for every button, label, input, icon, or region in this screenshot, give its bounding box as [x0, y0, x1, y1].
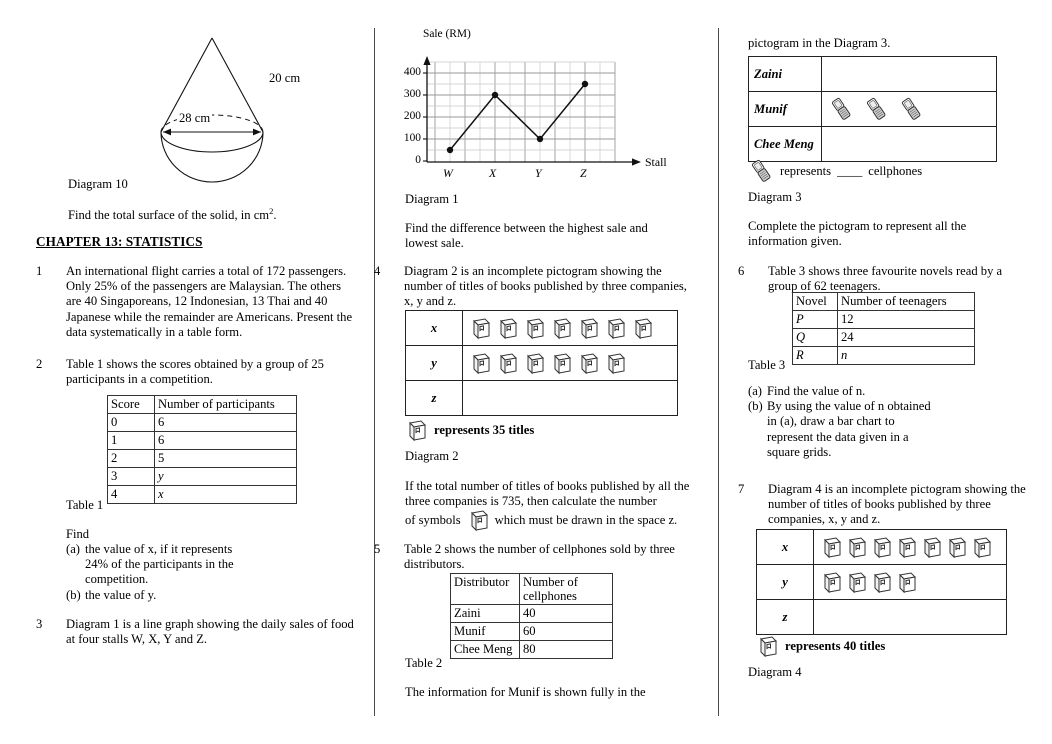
- pictogram-row-label-x: x: [757, 530, 814, 565]
- pictogram-row-icons-z: [814, 600, 1007, 635]
- table-1-cell-count: 6: [155, 432, 297, 450]
- table-1-cell-score: 1: [108, 432, 155, 450]
- table-row: [108, 414, 297, 432]
- pictogram-row-label-y: y: [757, 565, 814, 600]
- question-4-followup-part-1: If the total number of titles of books published by all the three companies is 735, then calculate the number: [405, 479, 690, 509]
- book-icon: [405, 419, 427, 442]
- icon-row: [469, 352, 677, 375]
- question-2-number: 2: [36, 357, 43, 371]
- table-3: [792, 292, 975, 365]
- question-1: [36, 264, 356, 340]
- question-4-text: Diagram 2 is an incomplete pictogram showing the number of titles of books published by three companies, x, y and z.: [404, 264, 687, 309]
- book-icon: [920, 536, 942, 559]
- pictogram-row: [749, 57, 997, 92]
- prompt-superscript: 2: [269, 206, 274, 216]
- table-row: [451, 605, 613, 623]
- pictogram-row: [749, 92, 997, 127]
- part-b-line-3-row: [748, 430, 998, 445]
- question-3-text: Diagram 1 is a line graph showing the daily sales of food at four stalls W, X, Y and Z.: [66, 617, 354, 647]
- chart-y-tick-0: 0: [415, 154, 421, 166]
- table-1-cell-count: x: [155, 486, 297, 504]
- pictogram-row: [749, 127, 997, 162]
- table-1-header-score: Score: [108, 396, 155, 414]
- diagram-4-pictogram: [756, 529, 1007, 635]
- pictogram-row-icons-chee-meng: [822, 127, 997, 162]
- question-4-number: 4: [374, 264, 381, 278]
- pictogram-row: [757, 565, 1007, 600]
- icon-row: [828, 96, 996, 122]
- table-1: [107, 395, 297, 504]
- part-b-line-4-row: [748, 445, 998, 460]
- chapter-heading: CHAPTER 13: STATISTICS: [36, 234, 203, 249]
- chart-x-tick-Y: Y: [535, 166, 542, 180]
- pictogram-row-icons-y: [463, 346, 678, 381]
- table-2-cell-count: 40: [520, 605, 613, 623]
- diagram-3-legend-suffix: cellphones: [868, 163, 923, 178]
- chart-y-axis-arrow: [423, 56, 430, 65]
- book-icon: [870, 571, 892, 594]
- question-6: [738, 264, 1028, 294]
- table-3-cell-count: 12: [838, 311, 975, 329]
- solid-figure-svg: [130, 30, 350, 185]
- pictogram-row-label-y: y: [406, 346, 463, 381]
- part-a-line-1: the value of x, if it represents: [85, 542, 233, 556]
- diagram-3-legend-blank: ____: [837, 163, 863, 178]
- line-chart-svg: [405, 38, 665, 183]
- pictogram-row-label-chee-meng: Chee Meng: [749, 127, 822, 162]
- chart-marker-X: [492, 92, 498, 98]
- prompt-total-surface-text: Find the total surface of the solid, in cm: [68, 208, 270, 223]
- question-3-number: 3: [36, 617, 43, 631]
- diagram-10-solid: [130, 30, 350, 190]
- table-2-header-number: Number of cellphones: [520, 574, 613, 605]
- book-icon: [550, 352, 572, 375]
- table-row: [108, 450, 297, 468]
- question-5: [374, 542, 694, 572]
- cellphone-icon: [898, 96, 924, 122]
- pictogram-row: [757, 600, 1007, 635]
- column-2: [374, 0, 708, 744]
- part-b-line-4: square grids.: [767, 444, 832, 459]
- book-icon: [467, 509, 489, 532]
- part-b-label: (b): [66, 587, 81, 602]
- book-icon: [523, 317, 545, 340]
- question-6-parts: [748, 384, 998, 460]
- table-3-caption: Table 3: [748, 358, 786, 372]
- question-1-text: An international flight carries a total of 172 passengers. Only 25% of the passengers are Malaysian. The others are 40 Singaporeans, 12 Indonesian, 13 Thai and 40 Japanese while the remainder are Americans. Present the data systematically in a table form.: [66, 264, 353, 339]
- table-3-cell-novel: Q: [793, 329, 838, 347]
- pictogram-row-label-z: z: [757, 600, 814, 635]
- table-1-caption: Table 1: [66, 498, 104, 512]
- book-icon: [845, 571, 867, 594]
- book-icon: [945, 536, 967, 559]
- pictogram-row: [406, 346, 678, 381]
- chart-x-axis-title: Stall: [645, 155, 667, 169]
- pictogram-row: [406, 311, 678, 346]
- column-1: [30, 0, 370, 744]
- question-7-number: 7: [738, 482, 745, 496]
- chart-marker-Y: [537, 136, 543, 142]
- chart-y-tick-300: 300: [403, 88, 421, 100]
- pictogram-row-icons-x: [463, 311, 678, 346]
- diagram-3-legend: [748, 158, 922, 184]
- column-3-continued-text: pictogram in the Diagram 3.: [748, 36, 891, 50]
- diagram-1-caption: Diagram 1: [405, 192, 459, 206]
- table-2-header-distributor: Distributor: [451, 574, 520, 605]
- question-2-part-b: [66, 588, 316, 603]
- chart-x-tick-W: W: [443, 166, 453, 180]
- table-2-cell-count: 80: [520, 641, 613, 659]
- pictogram-row-label-zaini: Zaini: [749, 57, 822, 92]
- book-icon: [496, 352, 518, 375]
- question-5-number: 5: [374, 542, 381, 556]
- book-icon: [820, 536, 842, 559]
- table-3-header-novel: Novel: [793, 293, 838, 311]
- question-7: [738, 482, 1038, 528]
- table-2-header-row: [451, 574, 613, 605]
- table-row: [451, 641, 613, 659]
- question-4-followup-symbol-line: [405, 509, 677, 532]
- pictogram-row-icons-munif: [822, 92, 997, 127]
- question-3: [36, 617, 356, 647]
- table-1-cell-score: 3: [108, 468, 155, 486]
- diagram-4-legend-text: represents 40 titles: [785, 639, 886, 653]
- diagram-10-caption: Diagram 10: [68, 177, 128, 191]
- table-row: [793, 329, 975, 347]
- pictogram-row-label-x: x: [406, 311, 463, 346]
- chart-minor-gridlines-horizontal: [427, 62, 615, 150]
- column-divider-2: [718, 28, 719, 716]
- table-1-header-row: [108, 396, 297, 414]
- prompt-find-difference: Find the difference between the highest sale and lowest sale.: [405, 221, 648, 251]
- chart-x-tick-Z: Z: [580, 166, 587, 180]
- table-2-cell-distributor: Zaini: [451, 605, 520, 623]
- part-b-line-1: the value of y.: [85, 587, 157, 602]
- chart-y-tick-200: 200: [403, 110, 421, 122]
- diagram-3-pictogram: [748, 56, 997, 162]
- column-3: [738, 0, 1042, 744]
- diagram-3-caption: Diagram 3: [748, 190, 802, 204]
- table-3-cell-novel: P: [793, 311, 838, 329]
- table-1-cell-score: 4: [108, 486, 155, 504]
- pictogram-row: [406, 381, 678, 416]
- table-1-cell-score: 2: [108, 450, 155, 468]
- question-4-followup-part-3: which must be drawn in the space z.: [494, 513, 678, 527]
- part-a-line-3-row: [66, 572, 316, 587]
- table-1-header-participants: Number of participants: [155, 396, 297, 414]
- table-row: [793, 311, 975, 329]
- table-3-cell-count: 24: [838, 329, 975, 347]
- book-icon: [550, 317, 572, 340]
- chart-x-tick-X: X: [489, 166, 497, 180]
- table-2-cell-distributor: Munif: [451, 623, 520, 641]
- chart-y-tick-400: 400: [403, 66, 421, 78]
- pictogram-row-icons-z: [463, 381, 678, 416]
- part-a-line-3: competition.: [85, 572, 149, 587]
- question-6-number: 6: [738, 264, 745, 278]
- table-2: [450, 573, 613, 659]
- book-icon: [469, 317, 491, 340]
- table-2-cell-distributor: Chee Meng: [451, 641, 520, 659]
- table-row: [108, 486, 297, 504]
- slant-height-label: 20 cm: [269, 71, 301, 85]
- book-icon: [895, 571, 917, 594]
- chart-marker-Z: [582, 81, 588, 87]
- question-2-text: Table 1 shows the scores obtained by a group of 25 participants in a competition.: [66, 357, 324, 387]
- chart-y-axis-title: Sale (RM): [423, 28, 471, 40]
- chart-major-gridlines-vertical: [435, 62, 615, 162]
- diagram-2-legend-text: represents 35 titles: [434, 423, 535, 437]
- icon-row: [469, 317, 677, 340]
- part-b-line-2: in (a), draw a bar chart to: [767, 414, 895, 429]
- diagram-4-caption: Diagram 4: [748, 665, 802, 679]
- diagram-2-pictogram: [405, 310, 678, 416]
- book-icon: [577, 317, 599, 340]
- part-b-line-1: By using the value of n obtained: [767, 399, 931, 414]
- question-2-parts: [66, 542, 316, 603]
- diagram-1-line-chart: [403, 28, 667, 188]
- book-icon: [523, 352, 545, 375]
- part-b-label: (b): [748, 399, 763, 414]
- book-icon: [631, 317, 653, 340]
- diagram-2-legend: [405, 419, 534, 442]
- cellphone-icon: [828, 96, 854, 122]
- question-4: [374, 264, 694, 310]
- table-row: [451, 623, 613, 641]
- table-1-cell-count: y: [155, 468, 297, 486]
- chart-y-tick-100: 100: [403, 132, 421, 144]
- part-a-label: (a): [748, 384, 762, 398]
- part-b-line-3: represent the data given in a: [767, 429, 909, 444]
- question-4-followup-part-2: of symbols: [405, 513, 461, 527]
- table-3-cell-novel: R: [793, 347, 838, 365]
- prompt-period: .: [273, 208, 277, 223]
- part-a-line-2: 24% of the participants in the: [85, 557, 234, 572]
- part-a-label: (a): [66, 542, 80, 556]
- pictogram-row: [757, 530, 1007, 565]
- column-divider-1: [374, 28, 375, 716]
- pictogram-row-label-z: z: [406, 381, 463, 416]
- pictogram-row-icons-zaini: [822, 57, 997, 92]
- pictogram-row-icons-y: [814, 565, 1007, 600]
- table-1-cell-count: 5: [155, 450, 297, 468]
- chart-x-axis-arrow: [632, 158, 641, 165]
- prompt-total-surface: [68, 204, 358, 223]
- icon-row: [820, 536, 1006, 559]
- book-icon: [970, 536, 992, 559]
- part-b-line-2-row: [748, 414, 998, 429]
- pictogram-row-label-munif: Munif: [749, 92, 822, 127]
- question-1-number: 1: [36, 264, 43, 278]
- table-1-cell-score: 0: [108, 414, 155, 432]
- book-icon: [820, 571, 842, 594]
- book-icon: [577, 352, 599, 375]
- book-icon: [604, 352, 626, 375]
- table-row: [793, 347, 975, 365]
- part-a-line-2-row: [66, 557, 316, 572]
- table-3-cell-count: n: [838, 347, 975, 365]
- question-5-text: Table 2 shows the number of cellphones sold by three distributors.: [404, 542, 675, 572]
- table-row: [108, 468, 297, 486]
- question-5-trailing-text: The information for Munif is shown fully in the: [405, 685, 646, 699]
- table-2-caption: Table 2: [405, 656, 443, 670]
- book-icon: [469, 352, 491, 375]
- diagram-3-legend-prefix: represents: [780, 163, 832, 178]
- book-icon: [756, 635, 778, 658]
- prompt-complete-pictogram: Complete the pictogram to represent all the information given.: [748, 219, 967, 249]
- table-row: [108, 432, 297, 450]
- table-3-header-row: [793, 293, 975, 311]
- cellphone-icon: [748, 158, 774, 184]
- book-icon: [604, 317, 626, 340]
- book-icon: [845, 536, 867, 559]
- icon-row: [820, 571, 1006, 594]
- book-icon: [895, 536, 917, 559]
- question-7-text: Diagram 4 is an incomplete pictogram showing the number of titles of books published by three companies, x, y and z.: [768, 482, 1026, 527]
- cellphone-icon: [863, 96, 889, 122]
- diameter-label: 28 cm: [179, 111, 211, 125]
- book-icon: [496, 317, 518, 340]
- chart-marker-W: [447, 147, 453, 153]
- diagram-2-caption: Diagram 2: [405, 449, 459, 463]
- book-icon: [870, 536, 892, 559]
- diagram-4-legend: [756, 635, 885, 658]
- question-6-part-b: [748, 399, 998, 414]
- table-2-cell-count: 60: [520, 623, 613, 641]
- question-2-part-a: [66, 542, 316, 557]
- part-a-line-1: Find the value of n.: [767, 384, 866, 398]
- table-1-cell-count: 6: [155, 414, 297, 432]
- pictogram-row-icons-x: [814, 530, 1007, 565]
- question-6-text: Table 3 shows three favourite novels read by a group of 62 teenagers.: [768, 264, 1003, 294]
- question-2: [36, 357, 356, 387]
- question-6-part-a: [748, 384, 998, 399]
- table-3-header-teenagers: Number of teenagers: [838, 293, 975, 311]
- find-label: Find: [66, 527, 90, 541]
